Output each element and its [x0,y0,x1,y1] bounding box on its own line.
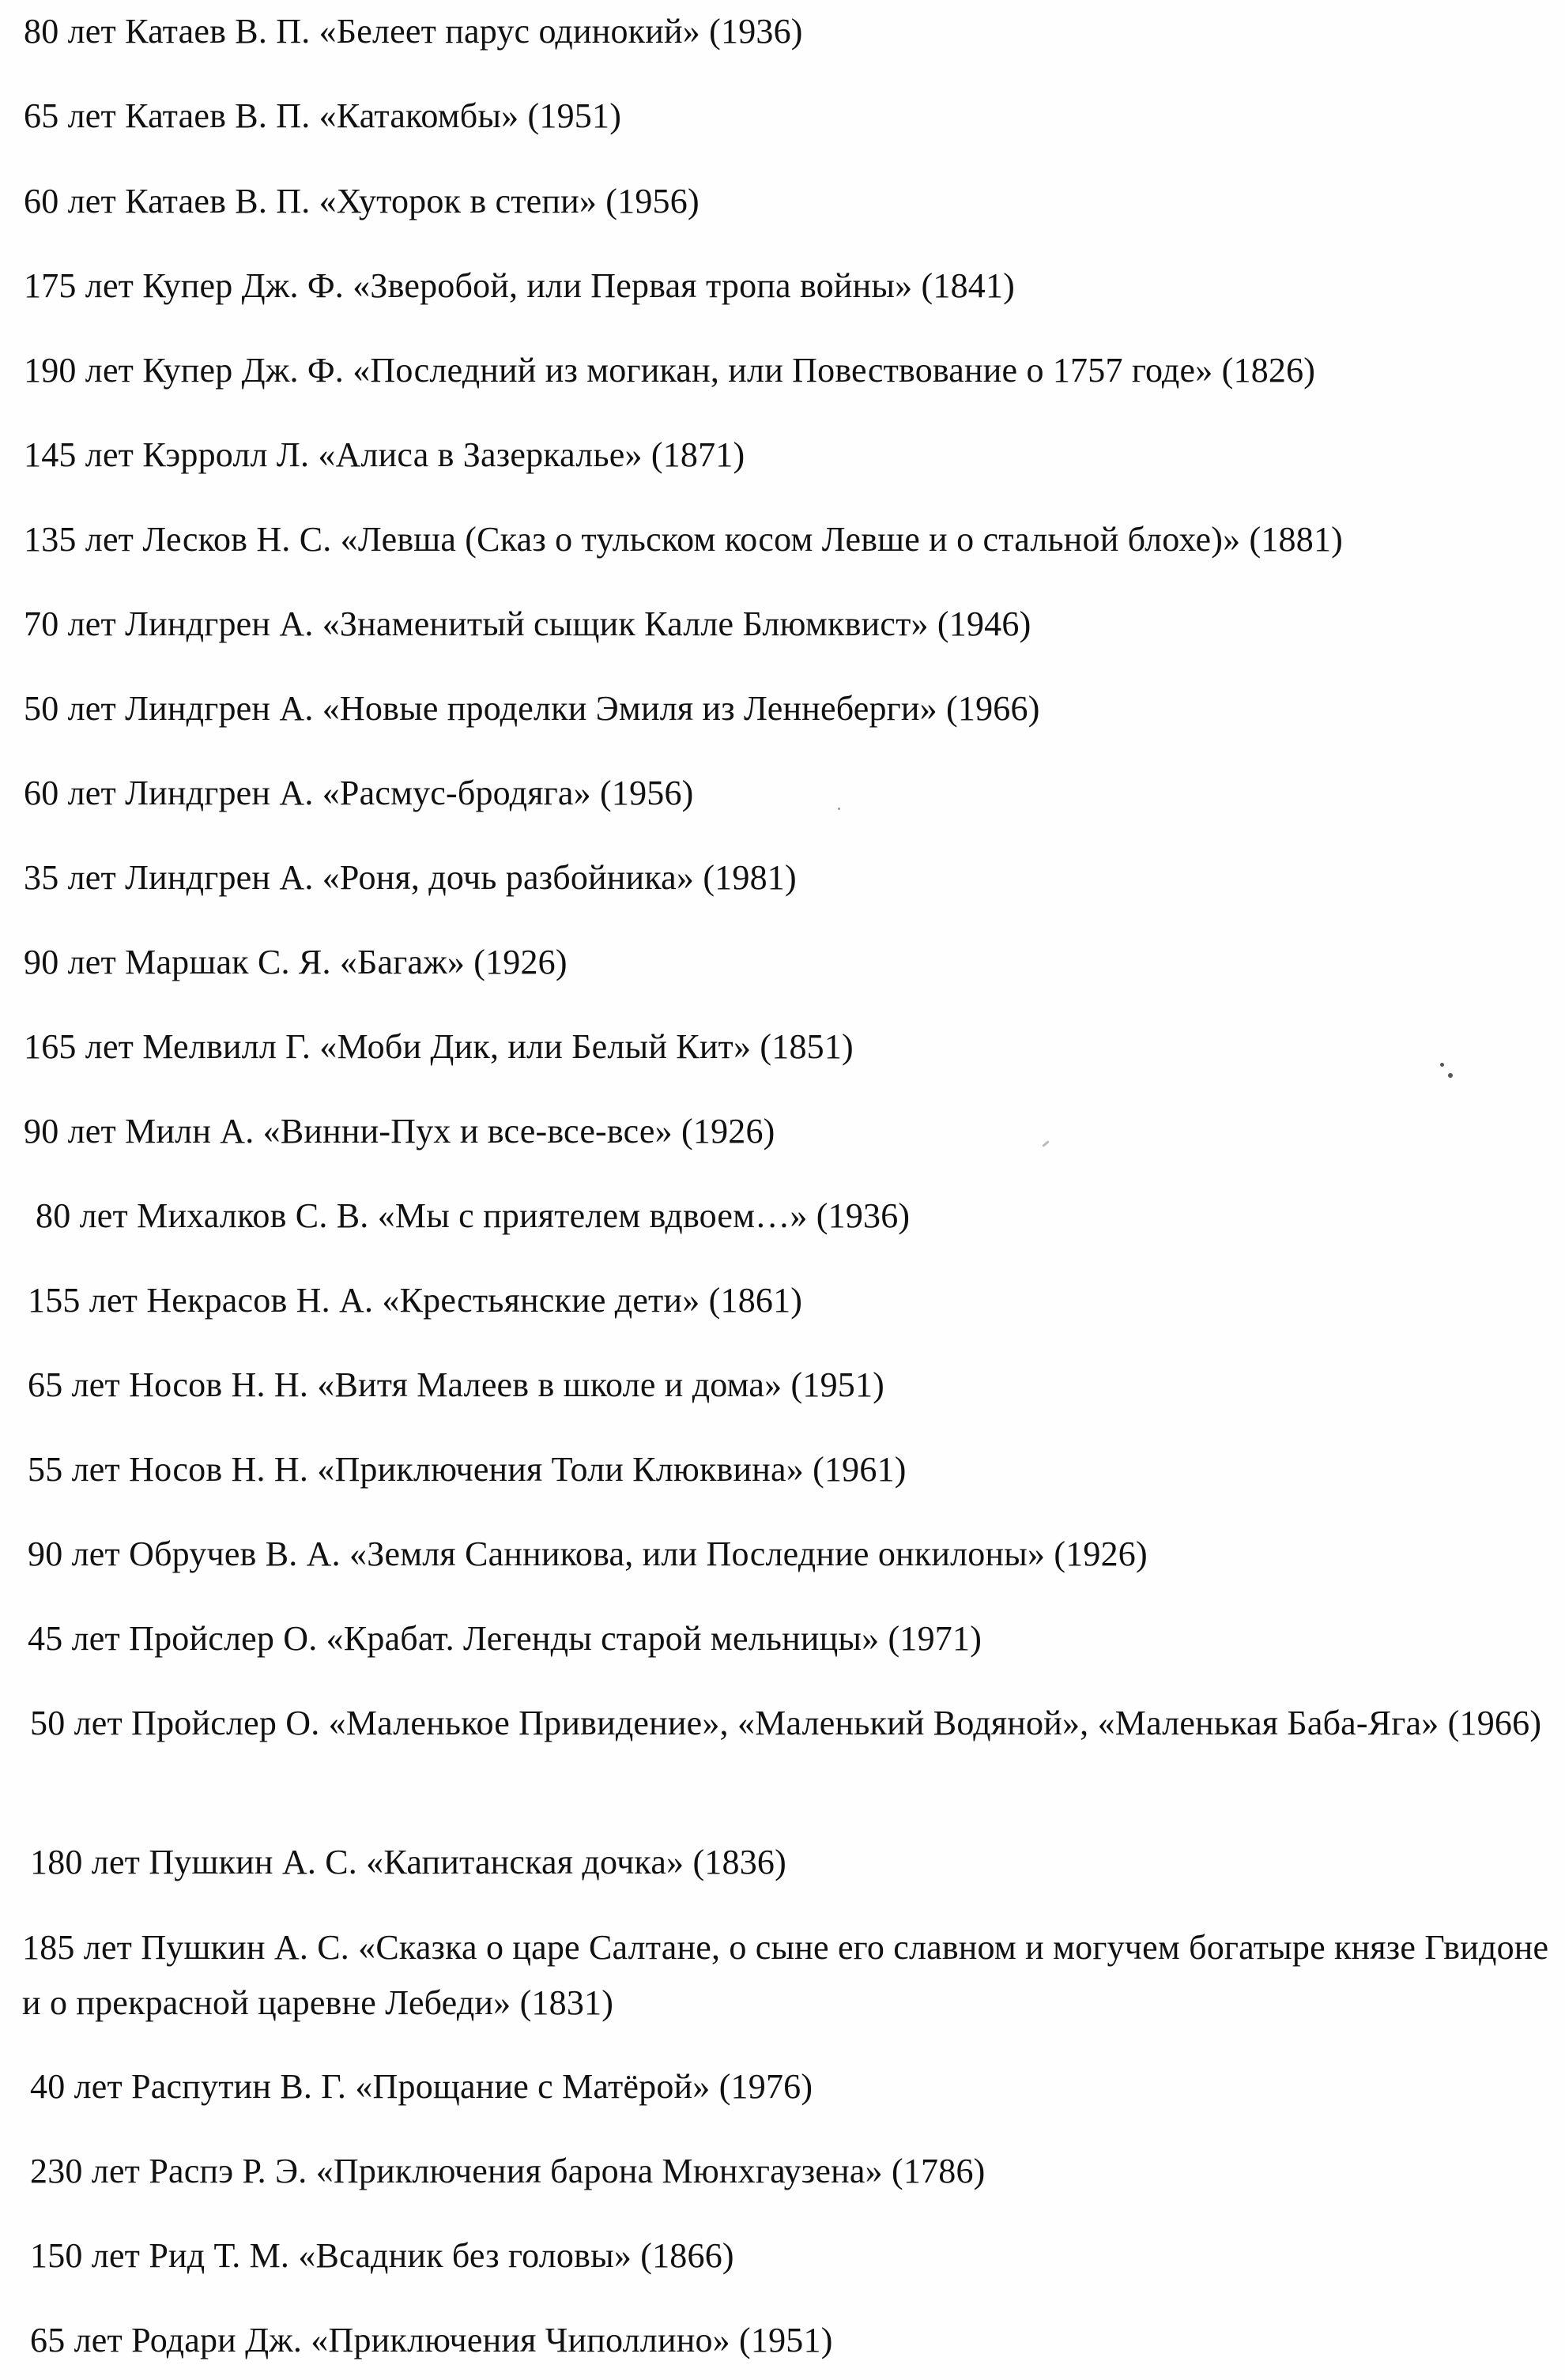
list-item: 90 лет Обручев В. А. «Земля Санникова, или Последние онкилоны» (1926) [28,1535,1148,1573]
scan-speck [838,808,840,810]
list-item: 60 лет Линдгрен А. «Расмус-бродяга» (1956) [24,774,694,812]
list-item: 145 лет Кэрролл Л. «Алиса в Зазеркалье» (1871) [24,435,745,474]
list-item: 165 лет Мелвилл Г. «Моби Дик, или Белый Кит» (1851) [24,1027,854,1066]
list-item: 50 лет Линдгрен А. «Новые проделки Эмиля из Леннеберги» (1966) [24,689,1040,728]
list-item: 70 лет Линдгрен А. «Знаменитый сыщик Калле Блюмквист» (1946) [24,604,1031,643]
list-item: 155 лет Некрасов Н. А. «Крестьянские дети» (1861) [28,1281,803,1320]
list-item: 180 лет Пушкин А. С. «Капитанская дочка» (1836) [30,1843,786,1881]
list-item: 45 лет Пройслер О. «Крабат. Легенды старой мельницы» (1971) [28,1619,982,1658]
list-item: 90 лет Маршак С. Я. «Багаж» (1926) [24,943,568,981]
scan-speck [1440,1063,1444,1067]
list-item: 135 лет Лесков Н. С. «Левша (Сказ о тульском косом Левше и о стальной блохе)» (1881) [24,520,1343,559]
list-item: 90 лет Милн А. «Винни-Пух и все-все-все» (1926) [24,1112,775,1150]
list-item: 60 лет Катаев В. П. «Хуторок в степи» (1956) [24,182,700,220]
list-item: 175 лет Купер Дж. Ф. «Зверобой, или Первая тропа войны» (1841) [24,266,1016,305]
list-item: 35 лет Линдгрен А. «Роня, дочь разбойника» (1981) [24,858,797,897]
list-item: 65 лет Катаев В. П. «Катакомбы» (1951) [24,96,622,135]
list-item: 55 лет Носов Н. Н. «Приключения Толи Клюквина» (1961) [28,1450,907,1489]
list-item: 80 лет Михалков С. В. «Мы с приятелем вдвоем…» (1936) [36,1196,911,1235]
list-item: 230 лет Распэ Р. Э. «Приключения барона Мюнхгаузена» (1786) [30,2152,986,2190]
list-item: 65 лет Родари Дж. «Приключения Чиполлино» (1951) [30,2321,833,2359]
list-item: 50 лет Пройслер О. «Маленькое Привидение», «Маленький Водяной», «Маленькая Баба-Яга» (1966) [30,1704,1542,1742]
list-item: 65 лет Носов Н. Н. «Витя Малеев в школе и дома» (1951) [28,1365,885,1404]
list-item: 185 лет Пушкин А. С. «Сказка о царе Салтане, о сыне его славном и могучем богатыре князе Гвидоне и о прекрасной царевне Лебеди» (1831) [22,1928,1549,2022]
scan-speck [1448,1073,1453,1078]
list-item: 150 лет Рид Т. М. «Всадник без головы» (1866) [30,2236,734,2275]
list-item: 40 лет Распутин В. Г. «Прощание с Матёрой» (1976) [30,2067,813,2106]
list-item: 190 лет Купер Дж. Ф. «Последний из могикан, или Повествование о 1757 годе» (1826) [24,351,1316,390]
list-item: 80 лет Катаев В. П. «Белеет парус одинокий» (1936) [24,12,803,51]
